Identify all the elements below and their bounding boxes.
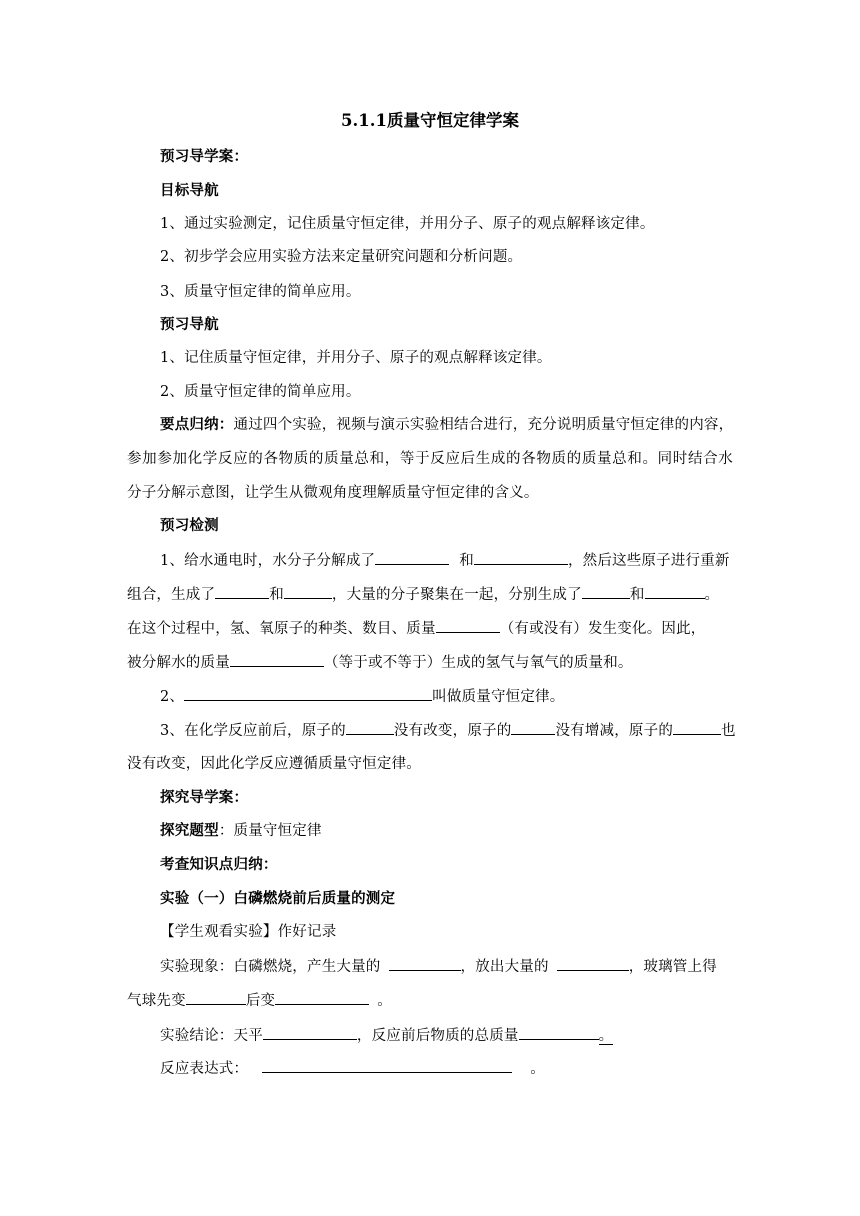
q1-text-f: ，大量的分子聚集在一起，分别生成了	[331, 587, 582, 603]
q1-text-d: 组合，生成了	[127, 587, 216, 603]
q1-blank-6[interactable]	[645, 584, 705, 599]
q2-text-b: 叫做质量守恒定律。	[432, 689, 565, 705]
q1-line-2	[127, 584, 719, 605]
page-title: 5.1.1质量守恒定律学案	[341, 111, 519, 130]
q1-text-i: 在这个过程中，氢、氧原子的种类、数目、质量	[127, 621, 436, 637]
section-check-heading: 预习检测	[160, 517, 219, 534]
concl-text-a: 实验结论：天平	[160, 1028, 263, 1044]
phenomenon-line-1	[160, 956, 717, 977]
section-knowledge-heading: 考查知识点归纳：	[160, 856, 278, 873]
q1-line-3	[127, 618, 706, 639]
goal-item-3: 3、质量守恒定律的简单应用。	[160, 284, 361, 300]
q3-text-a: 3、在化学反应前后，原子的	[160, 723, 346, 739]
q3-blank-1[interactable]	[346, 720, 394, 735]
section-nav-heading: 预习导航	[160, 316, 219, 333]
phen-blank-4[interactable]	[275, 990, 369, 1005]
expression-line	[160, 1058, 545, 1079]
concl-blank-1[interactable]	[263, 1025, 357, 1040]
expr-text-b: 。	[530, 1061, 545, 1077]
q3-line-1	[160, 720, 736, 741]
phen-blank-1[interactable]	[389, 956, 461, 971]
q1-text-g: 和	[629, 587, 645, 603]
q3-blank-2[interactable]	[511, 720, 555, 735]
expr-text-a: 反应表达式：	[160, 1061, 249, 1077]
q3-text-c: 没有增减，原子的	[555, 723, 674, 739]
key-points-line-3: 分子分解示意图，让学生从微观角度理解质量守恒定律的含义。	[127, 485, 539, 501]
phenomenon-line-2	[127, 990, 392, 1011]
q1-text-h: 。	[704, 587, 720, 603]
key-points-label: 要点归纳：	[160, 416, 234, 433]
q1-blank-1[interactable]	[375, 550, 449, 565]
phen-text-f: 。	[377, 993, 392, 1009]
key-points-text-1: 通过四个实验，视频与演示实验相结合进行，充分说明质量守恒定律的内容，	[233, 417, 734, 433]
q2-blank[interactable]	[184, 686, 432, 701]
nav-item-2: 2、质量守恒定律的简单应用。	[160, 384, 361, 400]
section-preview-heading: 预习导学案：	[160, 148, 249, 165]
q1-line-4	[127, 652, 633, 673]
q1-text-a: 1、给水通电时，水分子分解成了	[160, 553, 376, 569]
q1-text-b: 和	[459, 553, 474, 569]
explore-type-line	[160, 821, 322, 841]
phen-text-b: ，放出大量的	[460, 959, 549, 975]
section-explore-heading: 探究导学案：	[160, 789, 249, 806]
experiment-title: 实验（一）白磷燃烧前后质量的测定	[160, 890, 396, 907]
q1-blank-5[interactable]	[582, 584, 630, 599]
goal-item-2: 2、初步学会应用实验方法来定量研究问题和分析问题。	[160, 249, 523, 265]
q1-blank-4[interactable]	[284, 584, 332, 599]
phen-text-c: ，玻璃管上得	[628, 959, 717, 975]
q1-blank-7[interactable]	[436, 618, 500, 633]
q3-blank-3[interactable]	[673, 720, 721, 735]
q1-blank-8[interactable]	[230, 652, 324, 667]
q1-text-l: （等于或不等于）生成的氢气与氧气的质量和。	[323, 655, 633, 671]
expr-blank[interactable]	[262, 1058, 512, 1073]
explore-type-label: 探究题型	[160, 822, 219, 839]
nav-item-1: 1、记住质量守恒定律，并用分子、原子的观点解释该定律。	[160, 350, 552, 366]
phen-text-e: 后变	[245, 993, 276, 1009]
phen-text-d: 气球先变	[127, 993, 186, 1009]
section-goal-heading: 目标导航	[160, 182, 219, 199]
phen-blank-3[interactable]	[186, 990, 246, 1005]
q2-line	[160, 686, 564, 707]
q1-text-j: （有或没有）发生变化。因此，	[499, 621, 706, 637]
q1-blank-3[interactable]	[215, 584, 269, 599]
q2-text-a: 2、	[160, 689, 185, 705]
phen-blank-2[interactable]	[557, 956, 629, 971]
q1-text-k: 被分解水的质量	[127, 655, 230, 671]
concl-text-c: 。	[598, 1028, 614, 1044]
q1-blank-2[interactable]	[474, 550, 568, 565]
explore-type-text: ：质量守恒定律	[218, 823, 322, 839]
q3-text-b: 没有改变，原子的	[393, 723, 512, 739]
q3-text-d: 也	[721, 723, 736, 739]
concl-blank-2[interactable]	[519, 1025, 599, 1040]
q1-text-e: 和	[269, 587, 284, 603]
key-points-line-1	[160, 415, 733, 435]
phen-text-a: 实验现象：白磷燃烧，产生大量的	[160, 959, 381, 975]
key-points-line-2: 参加参加化学反应的各物质的质量总和，等于反应后生成的各物质的质量总和。同时结合水	[127, 451, 733, 467]
concl-text-b: ，反应前后物质的总质量	[356, 1028, 519, 1044]
q3-line-2: 没有改变，因此化学反应遵循质量守恒定律。	[127, 756, 421, 772]
watch-experiment-note: 【学生观看实验】作好记录	[160, 924, 337, 940]
goal-item-1: 1、通过实验测定，记住质量守恒定律，并用分子、原子的观点解释该定律。	[160, 216, 655, 232]
q1-text-c: ，然后这些原子进行重新	[567, 553, 730, 569]
conclusion-line	[160, 1025, 613, 1046]
q1-line-1	[160, 550, 730, 571]
